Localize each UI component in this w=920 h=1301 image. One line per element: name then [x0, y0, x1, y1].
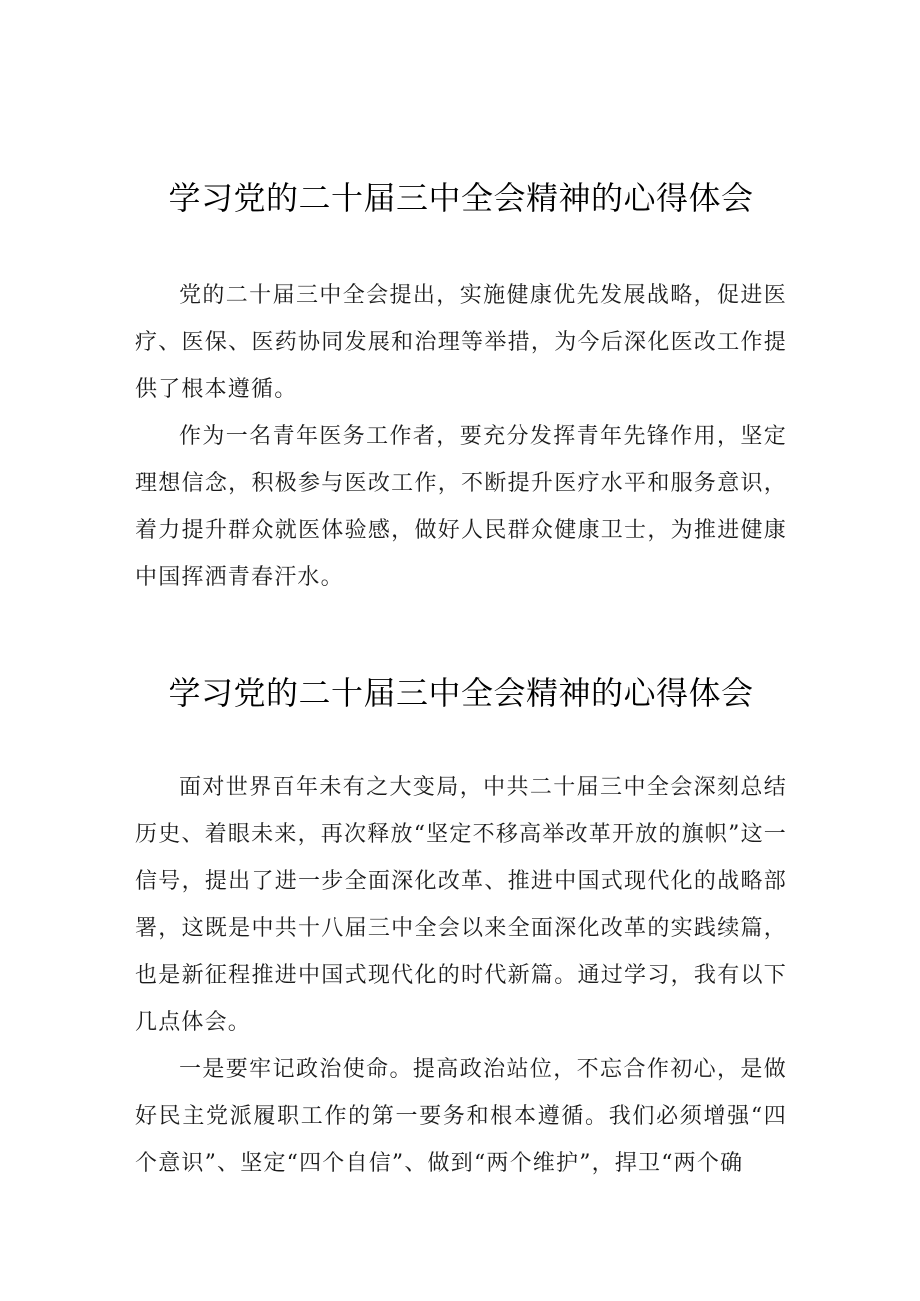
essay-section-1 [135, 176, 787, 601]
body-paragraph: 一是要牢记政治使命。提高政治站位，不忘合作初心，是做好民主党派履职工作的第一要务和根本遵循。我们必须增强“四个意识”、坚定“四个自信”、做到“两个维护”，捍卫“两个确 [135, 1057, 787, 1176]
body-paragraph: 面对世界百年未有之大变局，中共二十届三中全会深刻总结历史、着眼未来，再次释放“坚定不移高举改革开放的旗帜”这一信号，提出了进一步全面深化改革、推进中国式现代化的战略部署，这既是中共十八届三中全会以来全面深化改革的实践续篇，也是新征程推进中国式现代化的时代新篇。通过学习，我有以下几点体会。 [135, 775, 787, 1035]
essay-body [135, 272, 787, 601]
body-paragraph: 作为一名青年医务工作者，要充分发挥青年先锋作用，坚定理想信念，积极参与医改工作，不断提升医疗水平和服务意识，着力提升群众就医体验感，做好人民群众健康卫士，为推进健康中国挥洒青春汗水。 [135, 424, 787, 590]
essay-body [135, 764, 787, 1187]
body-paragraph: 党的二十届三中全会提出，实施健康优先发展战略，促进医疗、医保、医药协同发展和治理等举措，为今后深化医改工作提供了根本遵循。 [135, 283, 787, 402]
essay-title: 学习党的二十届三中全会精神的心得体会 [168, 179, 754, 217]
essay-section-2 [135, 671, 787, 1187]
essay-title: 学习党的二十届三中全会精神的心得体会 [168, 674, 754, 712]
